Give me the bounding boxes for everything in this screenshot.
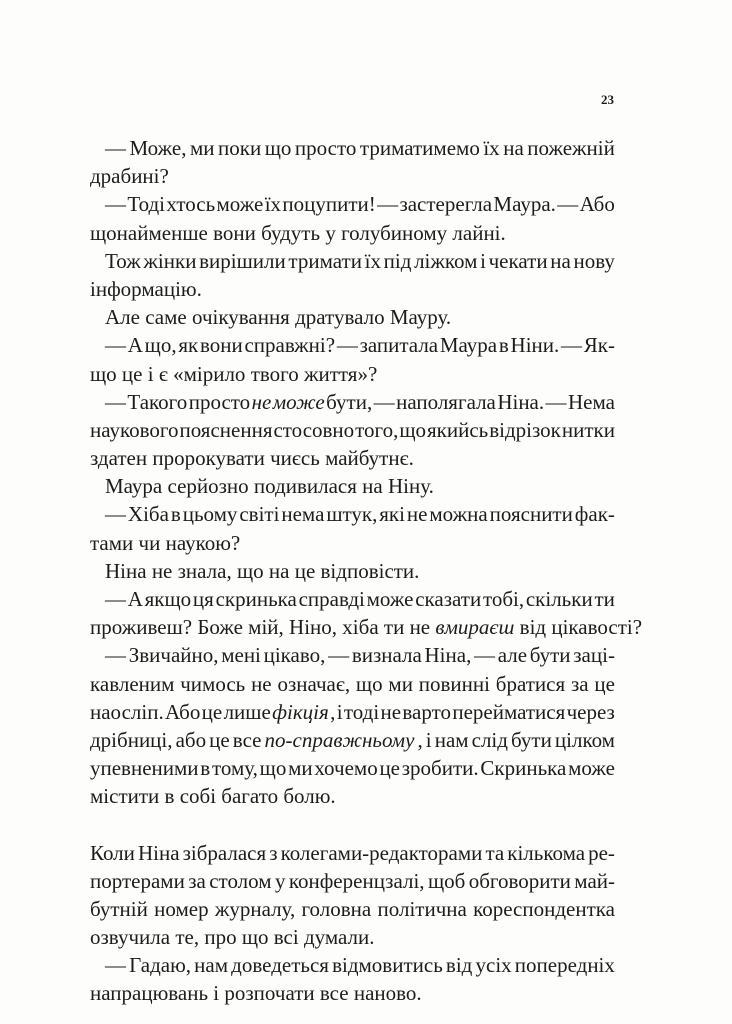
- paragraph: [90, 472, 615, 500]
- paragraph: [90, 331, 615, 387]
- text-line: бутній номер журналу, головна політична кореспондентка: [90, 896, 615, 921]
- text-line: — Гадаю, нам доведеться відмовитись від усіх попередніх: [105, 953, 615, 978]
- text-line: — А якщо ця скринька справді може сказати тобі, скільки ти: [105, 587, 615, 611]
- text-line: — Такого просто не може бути, — наполягала Ніна. — Нема: [105, 389, 615, 414]
- text-line: — Хіба в цьому світі нема штук, які не можна пояснити фак-: [105, 502, 615, 527]
- text-line: — Тоді хтось може їх поцупити! — застерегла Маура. — Або: [105, 192, 615, 217]
- text-line: здатен пророкувати чиєсь майбутнє.: [90, 446, 414, 471]
- text-line: містити в собі багато болю.: [90, 784, 336, 809]
- text-line: Маура серйозно подивилася на Ніну.: [105, 474, 434, 499]
- text-line: Коли Ніна зібралася з колегами-редакторами та кількома ре-: [90, 840, 615, 865]
- text-line: озвучила те, про що всі думали.: [90, 925, 375, 950]
- text-line: упевненими в тому, що ми хочемо це зробити. Скринька може: [90, 756, 615, 781]
- text-line: що це і є «мірило твого життя»?: [90, 361, 378, 386]
- text-line: — Може, ми поки що просто триматимемо їх на пожежній: [105, 136, 615, 160]
- text-line: Тож жінки вирішили тримати їх під ліжком і чекати на нову: [105, 248, 615, 273]
- text-line: дрібниці, або це все по-справжньому , і нам слід бути цілком: [90, 727, 615, 752]
- text-line: Але саме очікування дратувало Мауру.: [105, 305, 452, 330]
- paragraph: [90, 388, 615, 473]
- paragraph: [90, 557, 615, 585]
- text-line: портерами за столом у конференцзалі, щоб обговорити май-: [90, 868, 615, 893]
- paragraph: [90, 303, 615, 331]
- page-number: 23: [601, 92, 614, 107]
- text-line: тами чи наукою?: [90, 530, 241, 555]
- text-line: наосліп. Або це лише фікція , і тоді не варто перейматися через: [90, 699, 615, 724]
- paragraph: [90, 585, 643, 641]
- section-break: [90, 811, 615, 839]
- text-line: щонайменше вони будуть у голубиному лайні.: [90, 220, 506, 245]
- paragraph: [90, 500, 615, 556]
- text-line: напрацювань і розпочати все наново.: [90, 981, 422, 1006]
- text-line: кавленим чимось не означає, що ми повинні братися за це: [90, 671, 615, 696]
- text-line: Ніна не знала, що на це відповісти.: [105, 558, 420, 583]
- text-line: інформацію.: [90, 276, 202, 301]
- text-line: наукового пояснення стосовно того, що якийсь відрізок нитки: [90, 417, 615, 442]
- paragraph: [90, 247, 615, 303]
- text-line: — Звичайно, мені цікаво, — визнала Ніна, — але бути заці-: [105, 643, 615, 668]
- paragraph: [90, 951, 615, 1007]
- text-line: драбині?: [90, 164, 169, 189]
- text-line: проживеш? Боже мій, Ніно, хіба ти не вмираєш від цікавості?: [90, 615, 643, 640]
- paragraph: [90, 190, 615, 246]
- paragraph: [90, 134, 615, 190]
- paragraph: [90, 641, 615, 810]
- paragraph: [90, 839, 615, 952]
- body-text: [90, 134, 643, 1008]
- text-line: — А що, як вони справжні? — запитала Маура в Ніни. — Як-: [105, 333, 615, 358]
